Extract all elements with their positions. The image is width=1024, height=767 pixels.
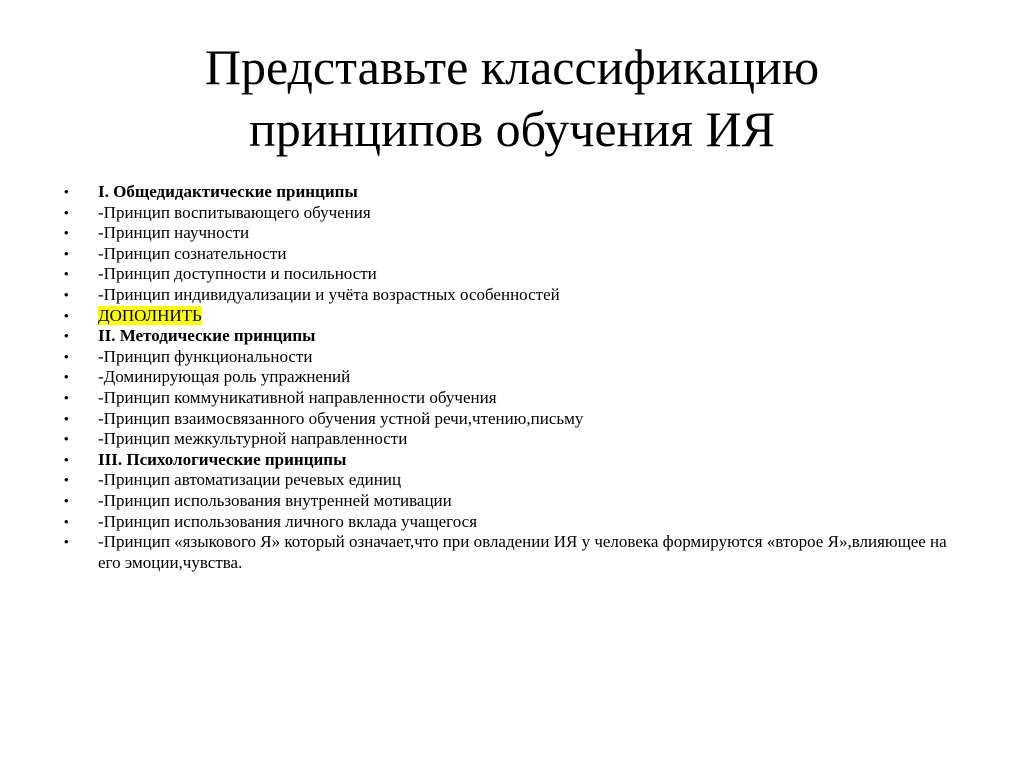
list-item-text: -Доминирующая роль упражнений: [98, 367, 351, 387]
highlighted-text: ДОПОЛНИТЬ: [98, 305, 202, 325]
list-item: [64, 223, 964, 244]
bullet-icon: •: [64, 513, 69, 529]
bullet-icon: •: [64, 266, 69, 282]
list-item: [64, 450, 964, 471]
bullet-icon: •: [64, 492, 69, 508]
list-item: [64, 326, 964, 347]
list-item-text: -Принцип «языкового Я» который означает,что при овладении ИЯ у человека формируются «второе Я»,влияющее на его эмоции,чувства.: [98, 532, 947, 572]
slide-title: [100, 36, 924, 160]
bullet-icon: •: [64, 307, 69, 323]
list-item-text: -Принцип взаимосвязанного обучения устной речи,чтению,письму: [98, 408, 584, 428]
list-item-text: -Принцип функциональности: [98, 346, 313, 366]
slide-title-line-1: Представьте классификацию: [204, 39, 820, 95]
list-item-text: -Принцип автоматизации речевых единиц: [98, 470, 402, 490]
list-item-text: -Принцип использования внутренней мотивации: [98, 490, 452, 510]
bullet-icon: •: [64, 451, 69, 467]
bullet-icon: •: [64, 245, 69, 261]
list-item: [64, 388, 964, 409]
list-item-text: -Принцип научности: [98, 223, 250, 243]
list-item: [64, 264, 964, 285]
bullet-icon: •: [64, 431, 69, 447]
bullet-icon: •: [64, 369, 69, 385]
list-item-text: I. Общедидактические принципы: [98, 182, 358, 201]
list-item-text: -Принцип использования личного вклада учащегося: [98, 511, 478, 531]
bullet-icon: •: [64, 410, 69, 426]
list-item: [64, 203, 964, 224]
list-item-text: -Принцип сознательности: [98, 243, 287, 263]
list-item: [64, 470, 964, 491]
list-item: [64, 532, 964, 573]
list-item-text: -Принцип воспитывающего обучения: [98, 202, 371, 222]
list-item: [64, 512, 964, 533]
bullet-icon: •: [64, 184, 69, 199]
list-item-text: -Принцип доступности и посильности: [98, 264, 377, 284]
bullet-icon: •: [64, 328, 69, 344]
bullet-icon: •: [64, 286, 69, 302]
bullet-icon: •: [64, 348, 69, 364]
list-item: [64, 182, 964, 203]
principles-list: [64, 182, 964, 573]
list-item: [64, 409, 964, 430]
bullet-icon: •: [64, 389, 69, 405]
list-item-text: III. Психологические принципы: [98, 449, 347, 469]
list-item: [64, 244, 964, 265]
list-item-text: II. Методические принципы: [98, 326, 316, 346]
list-item: [64, 429, 964, 450]
list-item: [64, 491, 964, 512]
bullet-icon: •: [64, 534, 69, 550]
list-item: [64, 285, 964, 306]
list-item-text: -Принцип индивидуализации и учёта возрастных особенностей: [98, 284, 560, 304]
list-item-text: -Принцип коммуникативной направленности обучения: [98, 387, 497, 407]
list-item: [64, 306, 964, 327]
list-item-text: -Принцип межкультурной направленности: [98, 429, 408, 449]
bullet-icon: •: [64, 472, 69, 488]
list-item: [64, 367, 964, 388]
bullet-icon: •: [64, 204, 69, 220]
bullet-icon: •: [64, 225, 69, 241]
list-item: [64, 347, 964, 368]
slide-title-line-2: принципов обучения ИЯ: [248, 101, 775, 157]
